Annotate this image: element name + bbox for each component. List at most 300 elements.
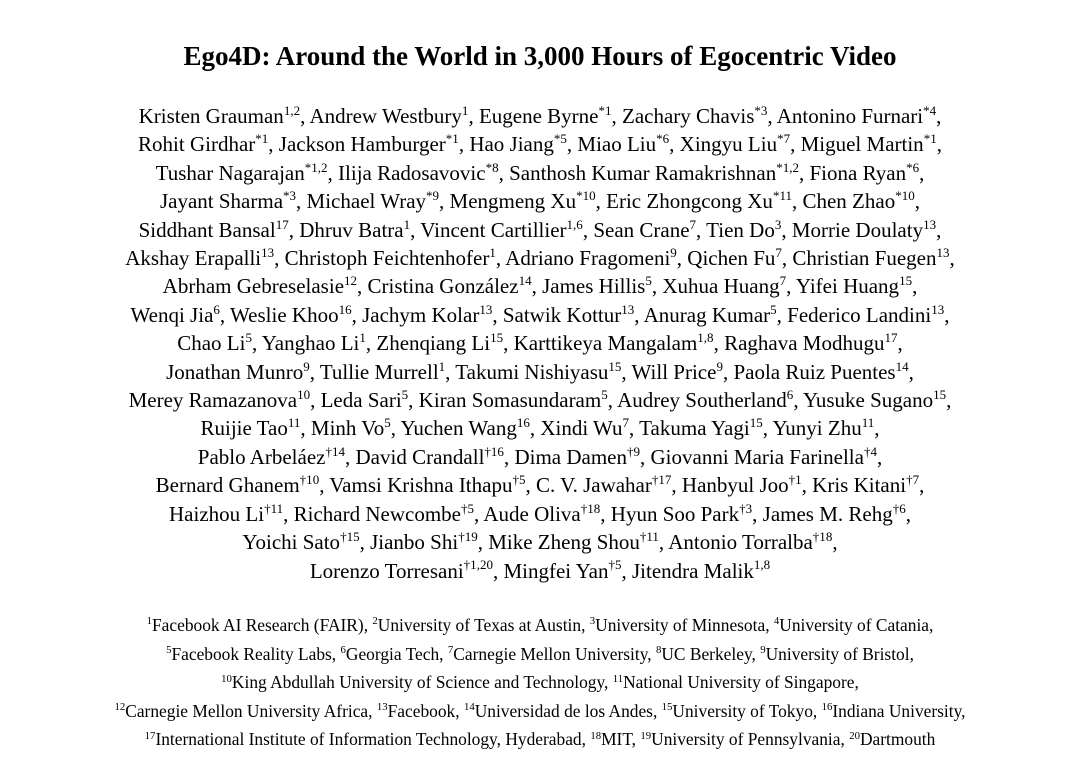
author-affiliation-mark: †7	[906, 472, 920, 488]
affiliation-number: 11	[612, 672, 624, 685]
author	[368, 274, 532, 298]
author-affiliation-mark: †1,20	[463, 557, 493, 573]
author	[606, 189, 792, 213]
author-name: Lorenzo Torresani	[309, 558, 464, 583]
affiliation-number: 9	[760, 643, 766, 656]
author-line: Pablo Arbeláez$^{\dagger 14}$, David Crandall$^{\dagger 16}$, Dima Damen$^{\dagger 9}$, Giovanni Maria Farinella$^{\dagger 4}$,	[197, 443, 883, 469]
author	[125, 246, 274, 270]
author-name: Morrie Doulaty	[791, 217, 924, 242]
author-name: Xuhua Huang	[662, 274, 780, 299]
author-affiliation-mark: 15	[899, 273, 913, 289]
author	[479, 104, 612, 128]
author-name: Yunyi Zhu	[772, 416, 862, 441]
author-name: Rohit Girdhar	[138, 132, 256, 157]
affiliation-name: Universidad de los Andes	[474, 700, 653, 721]
author-affiliation-mark: 6	[213, 301, 220, 317]
author-line-end: ,	[908, 359, 914, 384]
author-affiliation-mark: *1	[445, 131, 459, 147]
author	[488, 530, 659, 554]
author	[632, 559, 770, 583]
affiliation	[377, 701, 455, 721]
author-affiliation-mark: 5	[601, 387, 608, 402]
author-name: Mengmeng Xu	[449, 189, 577, 214]
author-name: Merey Ramazanova	[128, 388, 298, 413]
affiliation-line: $^1$Facebook AI Research (FAIR), $^2$University of Texas at Austin, $^3$University of Minnesota, $^4$University of Catania,	[146, 615, 934, 635]
author-affiliation-mark: †5	[512, 472, 526, 488]
author	[632, 360, 723, 384]
author-affiliation-mark: 7	[622, 415, 630, 431]
author-line-end: ,	[832, 530, 838, 555]
author-name: Antonio Torralba	[668, 530, 813, 555]
author-affiliation-mark: *3	[283, 188, 297, 204]
affiliation-name: National University of Singapore	[623, 672, 855, 693]
author-name: Jackson Hamburger	[278, 132, 446, 157]
author-name: Eric Zhongcong Xu	[606, 189, 773, 214]
author	[166, 360, 310, 384]
author-affiliation-mark: 1	[438, 358, 446, 374]
author-affiliation-mark: 1	[461, 102, 469, 118]
author	[772, 416, 874, 440]
author-affiliation-mark: 9	[670, 244, 677, 260]
affiliation	[448, 644, 647, 664]
author-line-end: ,	[874, 416, 880, 441]
author-line: Haizhou Li$^{\dagger 11}$, Richard Newcombe$^{\dagger 5}$, Aude Oliva$^{\dagger 18}$, Hyun Soo Park$^{\dagger 3}$, James M. Rehg$^{\dagger 6}$,	[169, 500, 911, 526]
affiliation-number: 1	[146, 615, 153, 628]
author-line: Tushar Nagarajan$^{*1,2}$, Ilija Radosavovic$^{*8}$, Santhosh Kumar Ramakrishnan$^{*1,2}$, Fiona Ryan$^{*6}$,	[155, 159, 925, 185]
author-line-end: ,	[946, 388, 952, 413]
author-name: Yuchen Wang	[400, 416, 517, 441]
author-affiliation-mark: †14	[325, 443, 346, 459]
author	[320, 360, 445, 384]
author-line: Abrham Gebreselasie$^{12}$, Cristina González$^{14}$, James Hillis$^5$, Xuhua Huang$^7$, Yifei Huang$^{15}$,	[162, 273, 918, 299]
author-name: Yanghao Li	[261, 331, 360, 356]
author-list	[0, 102, 1080, 585]
author-affiliation-mark: 3	[774, 216, 782, 232]
author-affiliation-mark: 14	[895, 358, 909, 374]
author-name: Miguel Martin	[800, 132, 924, 157]
affiliation	[372, 615, 581, 635]
author	[139, 104, 301, 128]
affiliation-number: 8	[655, 643, 662, 656]
affiliation-number: 20	[849, 729, 860, 742]
author-name: James M. Rehg	[762, 501, 893, 526]
author-affiliation-mark: *10	[576, 188, 596, 204]
author	[198, 445, 345, 469]
author	[156, 161, 328, 185]
author-line-end: ,	[897, 331, 903, 356]
author	[450, 189, 596, 213]
affiliation-line-end: ,	[929, 615, 934, 635]
author-affiliation-mark: 16	[516, 415, 530, 431]
author	[622, 104, 767, 128]
author-name: Hyun Soo Park	[610, 501, 740, 526]
author-line: Lorenzo Torresani$^{\dagger 1,20}$, Mingfei Yan$^{\dagger 5}$, Jitendra Malik$^{1,8}$	[309, 557, 771, 583]
author	[420, 218, 583, 242]
author	[777, 104, 936, 128]
author	[514, 445, 640, 469]
affiliation-number: 6	[340, 643, 346, 656]
author-affiliation-mark: †11	[639, 529, 659, 545]
affiliation-number: 2	[372, 615, 378, 628]
author-name: Dhruv Batra	[299, 217, 404, 242]
author	[469, 132, 567, 156]
author-line-end: ,	[905, 501, 911, 526]
author-affiliation-mark: 1,8	[753, 557, 771, 573]
author-affiliation-mark: †19	[458, 529, 478, 545]
affiliation-number: 17	[144, 729, 156, 742]
author-affiliation-mark: 7	[689, 216, 697, 232]
affiliation	[464, 701, 653, 721]
author-affiliation-mark: 1,2	[283, 102, 301, 118]
affiliation-name: Facebook Reality Labs	[171, 643, 332, 664]
affiliation	[760, 644, 909, 664]
author-name: Mike Zheng Shou	[488, 530, 640, 555]
author-affiliation-mark: *11	[772, 188, 792, 204]
author-name: Dima Damen	[514, 444, 627, 469]
author-affiliation-mark: *7	[777, 131, 791, 147]
author-affiliation-mark: *9	[426, 188, 440, 204]
author-affiliation-mark: 15	[933, 387, 947, 402]
author-name: Christian Fuegen	[792, 246, 937, 271]
author-name: Adriano Fragomeni	[505, 246, 671, 271]
author-line: Jonathan Munro$^9$, Tullie Murrell$^1$, Takumi Nishiyasu$^{15}$, Will Price$^9$, Paola Ruiz Puentes$^{14}$,	[166, 358, 914, 384]
author	[285, 246, 496, 270]
author-affiliation-mark: †9	[626, 443, 640, 459]
author	[682, 473, 802, 497]
author-line-end: ,	[936, 217, 942, 242]
author	[724, 331, 897, 355]
affiliation	[662, 701, 813, 721]
author	[311, 416, 391, 440]
author-affiliation-mark: 14	[518, 273, 532, 289]
affiliation-number: 7	[447, 643, 454, 656]
author-name: Akshay Erapalli	[125, 246, 262, 271]
author	[139, 218, 289, 242]
author-name: Jianbo Shi	[370, 530, 459, 555]
author	[370, 530, 478, 554]
author-line-end: ,	[949, 246, 955, 271]
affiliation-number: 13	[376, 701, 388, 714]
author	[514, 331, 714, 355]
author-line: Jayant Sharma$^{*3}$, Michael Wray$^{*9}$, Mengmeng Xu$^{*10}$, Eric Zhongcong Xu$^{*11}$, Chen Zhao$^{*10}$,	[159, 188, 920, 214]
affiliation-line: $^{17}$International Institute of Information Technology, Hyderabad, $^{18}$MIT, $^{19}$University of Pennsylvania, $^{20}$Dartmouth	[144, 729, 936, 750]
affiliation-name: International Institute of Information Technology, Hyderabad	[155, 729, 582, 750]
affiliation-name: University of Tokyo	[672, 700, 813, 721]
author-affiliation-mark: 13	[621, 301, 635, 317]
author-line-end: ,	[944, 302, 950, 327]
affiliation-number: 5	[166, 643, 172, 656]
author	[792, 218, 936, 242]
affiliation	[656, 644, 752, 664]
author	[536, 473, 671, 497]
affiliation-number: 12	[114, 701, 126, 714]
affiliation	[341, 644, 440, 664]
author	[160, 189, 296, 213]
affiliation-name: Dartmouth	[859, 729, 936, 750]
affiliation-line-end: ,	[961, 700, 966, 721]
author-affiliation-mark: †4	[863, 443, 877, 459]
author	[163, 274, 357, 298]
author	[362, 303, 492, 327]
author	[706, 218, 781, 242]
author-affiliation-mark: 5	[401, 387, 409, 402]
author-name: Anurag Kumar	[643, 302, 771, 327]
author	[376, 331, 503, 355]
affiliation-name: University of Catania	[779, 615, 929, 635]
author	[356, 445, 504, 469]
affiliation-name: University of Bristol	[765, 643, 910, 664]
author-name: Zhenqiang Li	[376, 331, 491, 356]
author-line: Ruijie Tao$^{11}$, Minh Vo$^5$, Yuchen Wang$^{16}$, Xindi Wu$^7$, Takuma Yagi$^{15}$, Yunyi Zhu$^{11}$,	[200, 415, 880, 441]
author	[310, 559, 493, 583]
author-affiliation-mark: †5	[460, 500, 474, 516]
author-name: Tien Do	[706, 217, 775, 242]
author	[401, 416, 530, 440]
author	[279, 132, 459, 156]
author	[801, 132, 937, 156]
affiliation-number: 16	[821, 701, 833, 714]
author	[299, 218, 410, 242]
author-affiliation-mark: †10	[299, 472, 320, 488]
affiliation-number: 10	[221, 672, 232, 685]
author-name: Hao Jiang	[469, 132, 554, 157]
affiliation-name: Facebook AI Research (FAIR)	[152, 615, 364, 635]
author-name: Ilija Radosavovic	[338, 160, 486, 185]
affiliation-name: King Abdullah University of Science and Technology	[231, 672, 605, 693]
author-affiliation-mark: *1	[255, 131, 269, 147]
affiliation-number: 19	[640, 729, 652, 742]
author-name: Tushar Nagarajan	[155, 160, 305, 185]
author-affiliation-mark: †11	[264, 500, 284, 516]
author	[509, 161, 799, 185]
author-affiliation-mark: *4	[923, 102, 937, 118]
author-name: Cristina González	[367, 274, 519, 299]
affiliation-name: University of Texas at Austin	[377, 615, 582, 635]
affiliation	[590, 615, 765, 635]
author-affiliation-mark: 13	[936, 244, 950, 260]
author-name: Santhosh Kumar Ramakrishnan	[509, 160, 777, 185]
author-affiliation-mark: *5	[553, 131, 567, 147]
author	[644, 303, 777, 327]
author	[787, 303, 944, 327]
author-name: Karttikeya Mangalam	[513, 331, 698, 356]
author-affiliation-mark: 1	[489, 244, 496, 260]
author-affiliation-mark: 7	[775, 244, 782, 260]
author-name: Federico Landini	[787, 302, 932, 327]
author-affiliation-mark: †3	[739, 500, 753, 516]
affiliation-line-end: ,	[854, 672, 859, 693]
affiliation-name: University of Pennsylvania	[651, 729, 841, 750]
affiliation	[822, 701, 962, 721]
author	[419, 388, 608, 412]
author-affiliation-mark: †15	[340, 529, 360, 545]
author-name: Giovanni Maria Farinella	[650, 444, 864, 469]
author-name: Raghava Modhugu	[724, 331, 885, 356]
author-line-end: ,	[936, 132, 942, 157]
affiliation-line: $^{12}$Carnegie Mellon University Africa, $^{13}$Facebook, $^{14}$Universidad de los Andes, $^{15}$University of Tokyo, $^{16}$Indiana University,	[114, 700, 966, 721]
author-line: Bernard Ghanem$^{\dagger 10}$, Vamsi Krishna Ithapu$^{\dagger 5}$, C. V. Jawahar$^{\dagger 17}$, Hanbyul Joo$^{\dagger 1}$, Kris Kitani$^{\dagger 7}$,	[155, 472, 925, 498]
affiliation-number: 14	[463, 701, 475, 714]
author-name: Vincent Cartillier	[420, 217, 567, 242]
author	[503, 559, 621, 583]
affiliation-line: $^5$Facebook Reality Labs, $^6$Georgia Tech, $^7$Carnegie Mellon University, $^8$UC Berkeley, $^9$University of Bristol,	[166, 643, 914, 664]
author-affiliation-mark: 11	[287, 415, 301, 431]
author	[796, 274, 912, 298]
author-name: Zachary Chavis	[622, 104, 755, 128]
affiliation-name: Indiana University	[832, 700, 962, 721]
affiliation	[166, 644, 332, 664]
author-affiliation-mark: 13	[931, 301, 945, 317]
author	[639, 416, 763, 440]
author-affiliation-mark: *1	[923, 131, 937, 147]
author-name: Hanbyul Joo	[681, 473, 789, 498]
affiliation-name: UC Berkeley	[661, 643, 752, 664]
author	[338, 161, 499, 185]
author-name: Fiona Ryan	[809, 160, 907, 185]
affiliation-name: Facebook	[387, 700, 456, 721]
author-affiliation-mark: †18	[580, 500, 601, 516]
author-affiliation-mark: 15	[749, 415, 763, 431]
author-affiliation-mark: 11	[861, 415, 875, 431]
author-name: Xingyu Liu	[679, 132, 778, 157]
author-line-end: ,	[914, 189, 920, 214]
author-name: Antonino Furnari	[776, 104, 924, 128]
author	[687, 246, 782, 270]
author	[200, 416, 300, 440]
author	[617, 388, 793, 412]
author-affiliation-mark: 7	[779, 273, 787, 289]
author-affiliation-mark: †17	[651, 472, 672, 488]
author-name: Vamsi Krishna Ithapu	[329, 473, 513, 498]
author-name: Will Price	[631, 359, 717, 384]
affiliation	[774, 615, 929, 635]
author-name: Satwik Kottur	[502, 302, 622, 327]
author-affiliation-mark: †16	[484, 443, 504, 459]
author	[611, 502, 752, 526]
author-affiliation-mark: 13	[923, 216, 937, 232]
author-name: Yoichi Sato	[242, 530, 341, 555]
author	[309, 104, 468, 128]
affiliation	[221, 672, 604, 692]
author	[129, 388, 311, 412]
author	[169, 502, 283, 526]
author	[763, 502, 906, 526]
affiliation-line-end: ,	[909, 643, 914, 664]
paper-title: Ego4D: Around the World in 3,000 Hours of Egocentric Video	[183, 41, 897, 72]
author-affiliation-mark: 5	[384, 415, 391, 431]
author-affiliation-mark: *3	[754, 102, 768, 118]
author-affiliation-mark: 15	[608, 358, 622, 374]
author-affiliation-mark: 1,8	[697, 330, 714, 346]
author	[593, 218, 696, 242]
author	[230, 303, 352, 327]
author-affiliation-mark: *8	[485, 159, 499, 175]
author	[662, 274, 786, 298]
author-name: David Crandall	[355, 444, 485, 469]
author-affiliation-mark: 5	[770, 301, 777, 317]
affiliation	[590, 729, 631, 749]
author-line-end: ,	[936, 104, 942, 128]
author	[802, 189, 914, 213]
affiliation	[613, 672, 855, 692]
author-line: Kristen Grauman$^{1,2}$, Andrew Westbury$^1$, Eugene Byrne$^{*1}$, Zachary Chavis$^{*3}$, Antonino Furnari$^{*4}$,	[138, 102, 942, 128]
author	[680, 132, 790, 156]
affiliation-name: Carnegie Mellon University Africa	[125, 700, 369, 721]
author	[131, 303, 220, 327]
author-name: Christoph Feichtenhofer	[284, 246, 490, 271]
author-name: Yifei Huang	[795, 274, 900, 299]
author	[540, 416, 629, 440]
author-affiliation-mark: 15	[490, 330, 504, 346]
author-affiliation-mark: *1	[598, 102, 612, 118]
author-name: Chen Zhao	[802, 189, 896, 214]
author-line-end: ,	[876, 444, 883, 469]
author-name: Aude Oliva	[483, 501, 581, 526]
author-line: Siddhant Bansal$^{17}$, Dhruv Batra$^1$, Vincent Cartillier$^{1,6}$, Sean Crane$^7$, Tien Do$^3$, Morrie Doulaty$^{13}$,	[138, 216, 942, 242]
author-name: Chao Li	[177, 331, 246, 356]
author-affiliation-mark: 9	[716, 358, 723, 374]
author-affiliation-mark: †1	[788, 472, 802, 488]
author-affiliation-mark: 6	[786, 387, 794, 402]
author	[329, 473, 525, 497]
author-name: Tullie Murrell	[319, 359, 439, 384]
author-affiliation-mark: 1,6	[566, 216, 583, 232]
author-name: Leda Sari	[320, 388, 402, 413]
author-affiliation-mark: 1	[403, 216, 411, 232]
author-line: Rohit Girdhar$^{*1}$, Jackson Hamburger$^{*1}$, Hao Jiang$^{*5}$, Miao Liu$^{*6}$, Xingyu Liu$^{*7}$, Miguel Martin$^{*1}$,	[138, 131, 942, 157]
author	[803, 388, 946, 412]
author	[483, 502, 600, 526]
author-affiliation-mark: †18	[812, 529, 833, 545]
author	[177, 331, 252, 355]
author	[307, 189, 439, 213]
author-affiliation-mark: *1,2	[776, 159, 799, 175]
author-line: Wenqi Jia$^6$, Weslie Khoo$^{16}$, Jachym Kolar$^{13}$, Satwik Kottur$^{13}$, Anurag Kumar$^5$, Federico Landini$^{13}$,	[130, 301, 950, 327]
author-name: Jonathan Munro	[166, 359, 304, 384]
author	[242, 530, 359, 554]
author-name: Kris Kitani	[812, 473, 907, 498]
author-affiliation-mark: 5	[645, 273, 652, 289]
author	[262, 331, 366, 355]
author	[810, 161, 920, 185]
affiliation	[114, 701, 368, 721]
author	[733, 360, 908, 384]
author-name: Weslie Khoo	[230, 302, 339, 327]
author	[792, 246, 949, 270]
affiliation-number: 4	[773, 615, 780, 628]
affiliation	[147, 615, 364, 635]
author-name: Ruijie Tao	[200, 416, 288, 441]
author	[651, 445, 877, 469]
author-name: Abrham Gebreselasie	[162, 274, 345, 299]
author	[668, 530, 832, 554]
author-affiliation-mark: 5	[245, 330, 252, 346]
author-name: Audrey Southerland	[617, 388, 787, 413]
author-line-end: ,	[912, 274, 918, 299]
author-name: Sean Crane	[593, 217, 690, 242]
affiliation-number: 3	[589, 615, 596, 628]
affiliation-number: 18	[590, 729, 602, 742]
author	[577, 132, 669, 156]
author	[542, 274, 652, 298]
author-name: Bernard Ghanem	[155, 473, 300, 498]
author-affiliation-mark: 13	[479, 301, 493, 317]
author-line: Akshay Erapalli$^{13}$, Christoph Feichtenhofer$^1$, Adriano Fragomeni$^9$, Qichen Fu$^7$, Christian Fuegen$^{13}$,	[125, 244, 955, 271]
author-name: Siddhant Bansal	[138, 217, 276, 242]
author-line: Chao Li$^5$, Yanghao Li$^1$, Zhenqiang Li$^{15}$, Karttikeya Mangalam$^{1,8}$, Raghava Modhugu$^{17}$,	[177, 330, 903, 356]
author-name: Kiran Somasundaram	[418, 388, 602, 413]
affiliation-number: 15	[661, 701, 673, 714]
